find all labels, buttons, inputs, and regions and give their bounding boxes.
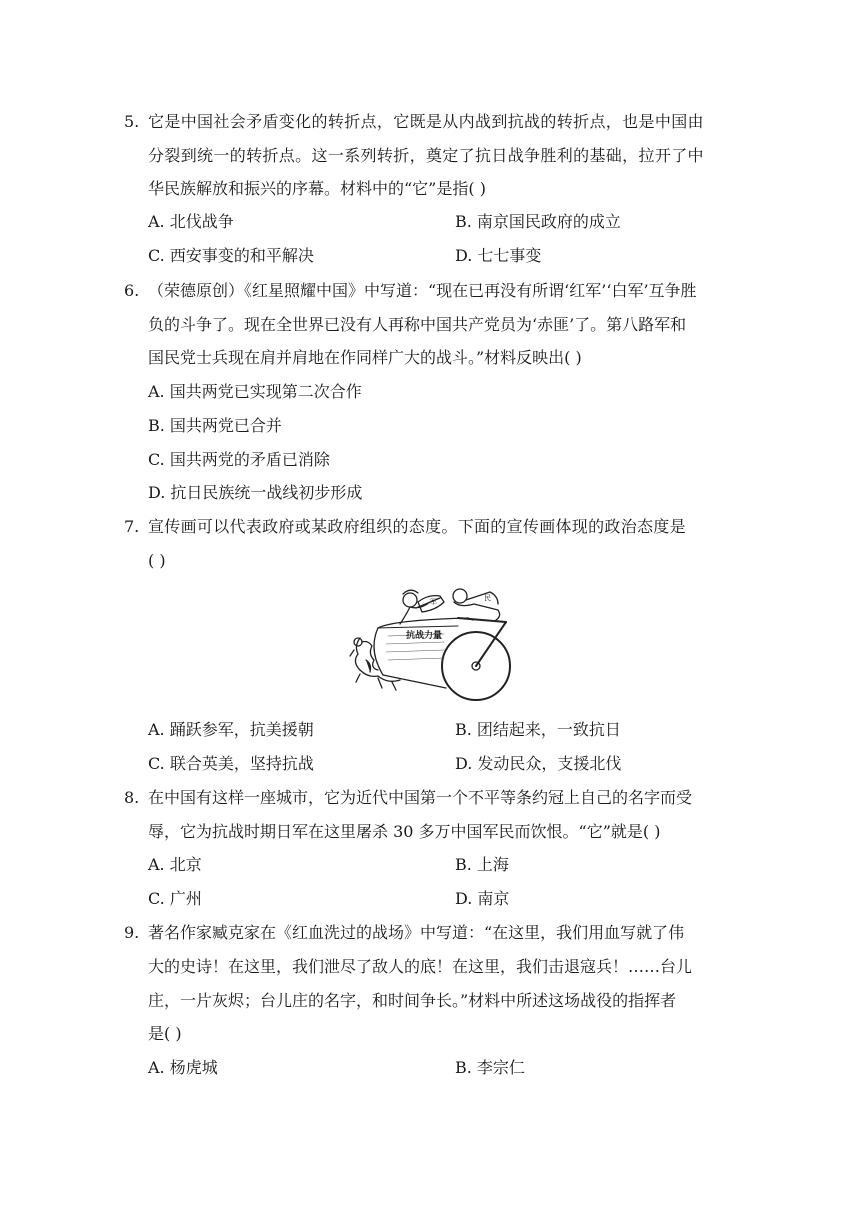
cartoon-figure-label: 民 <box>484 594 491 602</box>
question-text-line: 是( ) <box>148 1024 182 1043</box>
option-d[interactable]: D. 发动民众，支援北伐 <box>455 754 622 773</box>
option-a[interactable]: A. 踊跃参军，抗美援朝 <box>148 720 314 739</box>
question-number: 8. <box>124 788 140 807</box>
question-text-line: 它是中国社会矛盾变化的转折点，它既是从内战到抗战的转折点，也是中国由 <box>148 112 704 131</box>
option-b[interactable]: B. 上海 <box>455 855 509 874</box>
question-number: 9. <box>124 923 140 942</box>
option-b[interactable]: B. 团结起来，一致抗日 <box>455 720 621 739</box>
question-text-line: 分裂到统一的转折点。这一系列转折，奠定了抗日战争胜利的基础，拉开了中 <box>148 146 704 165</box>
option-d[interactable]: D. 抗日民族统一战线初步形成 <box>148 483 363 502</box>
option-d[interactable]: D. 南京 <box>455 889 510 908</box>
question-text-line: 华民族解放和振兴的序幕。材料中的“它”是指( ) <box>148 179 486 198</box>
option-a[interactable]: A. 北伐战争 <box>148 212 234 231</box>
option-c[interactable]: C. 国共两党的矛盾已消除 <box>148 450 330 469</box>
question-text-line: ( ) <box>148 551 166 570</box>
question-text-line: 在中国有这样一座城市，它为近代中国第一个不平等条约冠上自己的名字而受 <box>148 788 693 807</box>
option-b[interactable]: B. 南京国民政府的成立 <box>455 212 621 231</box>
question-number: 5. <box>124 112 140 131</box>
question-number: 7. <box>124 517 140 536</box>
option-b[interactable]: B. 李宗仁 <box>455 1058 525 1077</box>
option-a[interactable]: A. 杨虎城 <box>148 1058 218 1077</box>
propaganda-cartoon-image <box>348 580 518 705</box>
cartoon-figure-label: 军 <box>430 598 437 606</box>
option-c[interactable]: C. 西安事变的和平解决 <box>148 246 314 265</box>
option-a[interactable]: A. 北京 <box>148 855 202 874</box>
question-text-line: 大的史诗！在这里，我们泄尽了敌人的底！在这里，我们击退寇兵！……台儿 <box>148 957 693 976</box>
question-text-line: 负的斗争了。现在全世界已没有人再称中国共产党员为‘赤匪’了。第八路军和 <box>148 315 687 334</box>
option-d[interactable]: D. 七七事变 <box>455 246 542 265</box>
question-text-line: 著名作家臧克家在《红血洗过的战场》中写道：“在这里，我们用血写就了伟 <box>148 923 685 942</box>
question-text-line: 国民党士兵现在肩并肩地在作同样广大的战斗。”材料反映出( ) <box>148 348 582 367</box>
question-number: 6. <box>124 281 140 300</box>
question-text-line: 宣传画可以代表政府或某政府组织的态度。下面的宣传画体现的政治态度是 <box>148 517 686 536</box>
option-c[interactable]: C. 广州 <box>148 889 202 908</box>
option-c[interactable]: C. 联合英美，坚持抗战 <box>148 754 314 773</box>
cartoon-label: 抗战力量 <box>406 631 443 641</box>
option-a[interactable]: A. 国共两党已实现第二次合作 <box>148 382 362 401</box>
question-text-line: （荣德原创）《红星照耀中国》中写道：“现在已再没有所谓‘红军’‘白军’互争胜 <box>148 281 697 300</box>
question-text-line: 辱，它为抗战时期日军在这里屠杀 30 多万中国军民而饮恨。“它”就是( ) <box>148 822 661 841</box>
option-b[interactable]: B. 国共两党已合并 <box>148 416 282 435</box>
question-text-line: 庄，一片灰烬；台儿庄的名字，和时间争长。”材料中所述这场战役的指挥者 <box>148 991 677 1010</box>
